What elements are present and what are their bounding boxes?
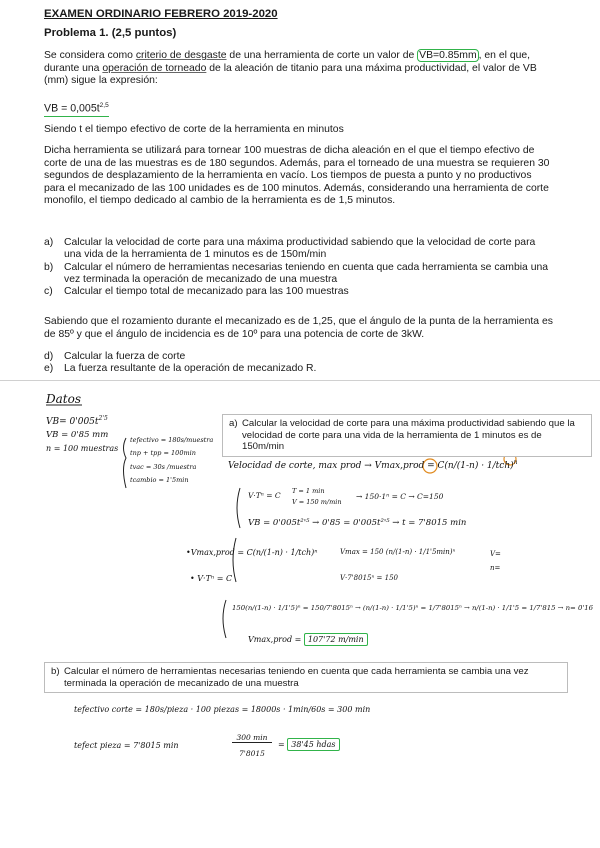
datos-tcambio: tcambio = 1'5min [130,476,189,484]
intro-text-e: , en el que, durante una [44,50,531,74]
box-b-key: b) [51,666,60,677]
v-7801: V·7'8015ⁿ = 150 [340,574,398,582]
paragraph-3: Sabiendo que el rozamiento durante el mecanizado es de 1,25, que el ángulo de la punta de la herramienta es de 85º y que el ángulo de incidencia es de 10º para una potencia de corte de 3kW. [44,316,553,340]
intro-criterion: criterio de desgaste [135,50,227,61]
datos-vb-formula [46,415,108,427]
vb-formula-base: VB= 0'005t [46,417,99,427]
bullet-taylor: • V·Tⁿ = C [190,574,233,583]
datos-title: Datos [46,392,81,406]
formula-exponent: 2,5 [99,102,109,109]
intro-operation: operación de torneado [102,62,207,74]
question-key: c) [44,286,53,298]
datos-n-muestras: n = 100 muestras [46,444,119,453]
v-eq: V= [490,550,501,558]
vmaxprod-result-box: 107'72 m/min [304,633,368,646]
datos-vb-value: VB = 0'85 mm [46,430,109,440]
datos-tnp: tnp + tpp = 100min [130,449,196,457]
bullet-vmaxprod: •Vmax,prod = C(n/(1-n) · 1/tch)ⁿ [186,548,318,557]
tefect-pieza-line: tefect pieza = 7'8015 min [74,741,179,750]
vmaxprod-exp: n [513,459,518,466]
taylor-eq: V·Tⁿ = C [248,491,281,500]
paragraph-2: Dicha herramienta se utilizará para tornear 100 muestras de dicha aleación en el que el tiempo efectivo de corte de una de las muestras es de 180 segundos. Además, para el torneado de una muestra se requieren 30 segundos de desplazamiento de la herramienta en vacío. Los tiempos de puesta a punto y no productivos para el mecanizado de las 100 unidades es de 100 minutos. Además, considerando una herramienta de corte monofilo, el tiempo dedicado al cambio de la herramienta es de 1,5 minutos. [44,145,550,207]
question-key: e) [44,363,54,375]
vmaxprod-result-line [248,635,368,644]
box-a-key: a) [229,418,238,429]
question-key: d) [44,351,54,362]
datos-tefectivo: tefectivo = 180s/muestra [130,436,214,444]
fraction-numerator: 300 min [232,733,272,743]
intro-text-a: Se considera como [44,50,136,61]
exam-title: EXAMEN ORDINARIO FEBRERO 2019-2020 [44,8,278,20]
tefectivo-total-line: tefectivo corte = 180s/pieza · 100 piezas = 18000s · 1min/60s = 300 min [74,705,371,714]
fraction-denominator: 7'8015 [239,749,265,758]
formula-base: VB = 0,005t [44,102,100,115]
vmaxprod-label: Vmax,prod = [248,635,302,644]
t-definition: Siendo t el tiempo efectivo de corte de la herramienta en minutos [44,124,344,135]
vb-solve-line: VB = 0'005t²'⁵ → 0'85 = 0'005t²'⁵ → t = 7'8015 min [248,518,467,528]
question-text: Calcular la velocidad de corte para una máxima productividad sabiendo que la velocidad de corte para una vida de la herramienta de 1 minutos es de 150m/min [64,237,536,261]
question-text: Calcular el tiempo total de mecanizado para las 100 muestras [64,286,349,298]
problem-title: Problema 1. (2,5 puntos) [44,27,177,39]
vmaxprod-line [228,459,518,471]
question-box-b [44,662,568,693]
vb-formula-exp: 2'5 [98,415,108,422]
brace-1 [237,488,240,528]
herramientas-result: = 38'45 hdas [278,740,340,749]
datos-tvac: tvac = 30s /muestra [130,463,197,471]
box-b-text: Calcular el número de herramientas necesarias teniendo en cuenta que cada herramienta se cambia una vez terminada la operación de mecanizado de una muestra [64,666,529,689]
intro-text-c: de una herramienta de corte un valor de [226,50,418,61]
vmaxprod-text: Velocidad de corte, max prod → Vmax,prod = C(n/(1-n) · 1/tch) [228,461,514,471]
brace-3 [223,600,226,638]
t-one-min: T = 1 min [292,487,325,495]
n-eq: n= [490,564,501,572]
question-text: Calcular la fuerza de corte [64,351,186,362]
question-key: b) [44,261,54,273]
datos-brace [124,438,127,488]
intro-vb-highlight: VB=0.85mm [419,50,477,61]
box-a-text: Calcular la velocidad de corte para una máxima productividad sabiendo que la velocidad de corte para una vida de la herramienta de 1 minutos es de 150m/min [242,418,575,452]
vmax-150: Vmax = 150 (n/(1-n) · 1/1'5min)ⁿ [340,548,456,556]
v-150: V = 150 m/min [292,498,342,506]
question-text: La fuerza resultante de la operación de mecanizado R. [64,363,317,375]
c-result: → 150·1ⁿ = C → C=150 [356,492,444,501]
intro-text-g: de la aleación de titanio para una máxima productividad, el valor de VB (mm) sigue la expresión: [44,62,537,87]
brace-2 [233,538,236,582]
question-box-a [222,414,592,457]
question-text: Calcular el número de herramientas necesarias teniendo en cuenta que cada herramienta se cambia una vez terminada la operación de mecanizado de una muestra [64,261,549,285]
solve-line: 150(n/(1-n) · 1/1'5)ⁿ = 150/7'8015ⁿ → (n/(1-n) · 1/1'5)ⁿ = 1/7'8015ⁿ → n/(1-n) · 1/1'5 = 1/7'815 → n= 0'16 [232,604,594,612]
herramientas-result-box: 38'45 hdas [287,738,339,751]
question-key: a) [44,237,54,248]
